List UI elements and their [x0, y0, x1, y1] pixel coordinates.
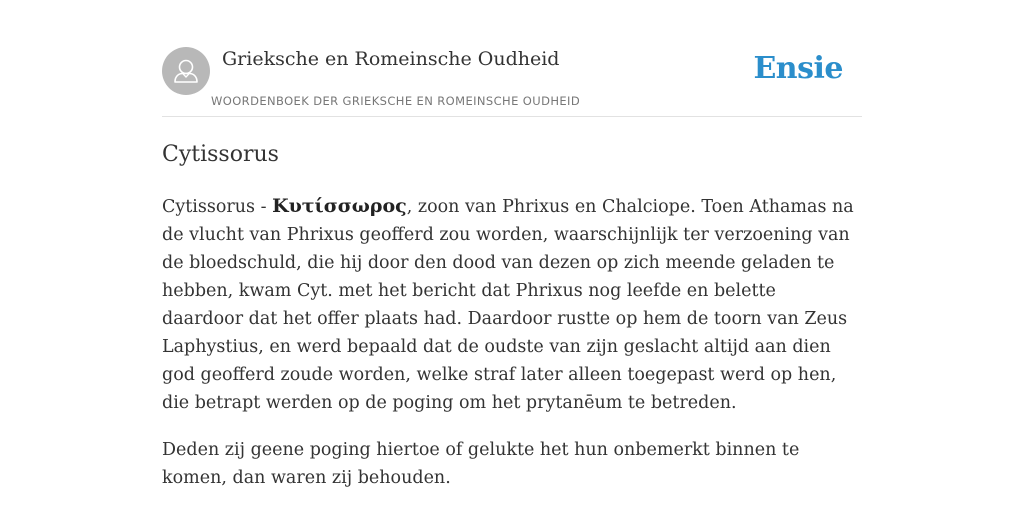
user-icon	[162, 47, 210, 95]
page	[162, 0, 862, 512]
greek-term: Κυτίσσωρος	[272, 195, 407, 217]
entry-text: , zoon van Phrixus en Chalciope. Toen Athamas na de vlucht van Phrixus geofferd zou worden, waarschijnlijk ter verzoening van de bloedschuld, die hij door den dood van dezen op zich meende geladen te hebben, kwam Cyt. met het bericht dat Phrixus nog leefde en belette daardoor dat het offer plaats had. Daardoor rustte op hem de toorn van Zeus Laphystius, en werd bepaald dat de oudste van zijn geslacht altijd aan dien god geofferd zoude worden, welke straf later alleen toegepast werd op hen, die betrapt werden op de poging om het prytanēum te betreden.	[162, 197, 854, 413]
source-title[interactable]: Grieksche en Romeinsche Oudheid	[222, 48, 560, 70]
entry-paragraph	[162, 192, 862, 417]
entry-paragraph: Deden zij geene poging hiertoe of gelukte het hun onbemerkt binnen te komen, dan waren zij behouden.	[162, 440, 800, 488]
entry-prefix: Cytissorus -	[162, 197, 273, 217]
entry-title: Cytissorus	[162, 142, 279, 167]
entry-body	[162, 192, 862, 511]
source-subtitle: WOORDENBOEK DER GRIEKSCHE EN ROMEINSCHE OUDHEID	[211, 94, 581, 108]
brand-logo[interactable]: Ensie	[753, 51, 843, 86]
avatar[interactable]	[162, 47, 210, 95]
header	[162, 0, 862, 117]
